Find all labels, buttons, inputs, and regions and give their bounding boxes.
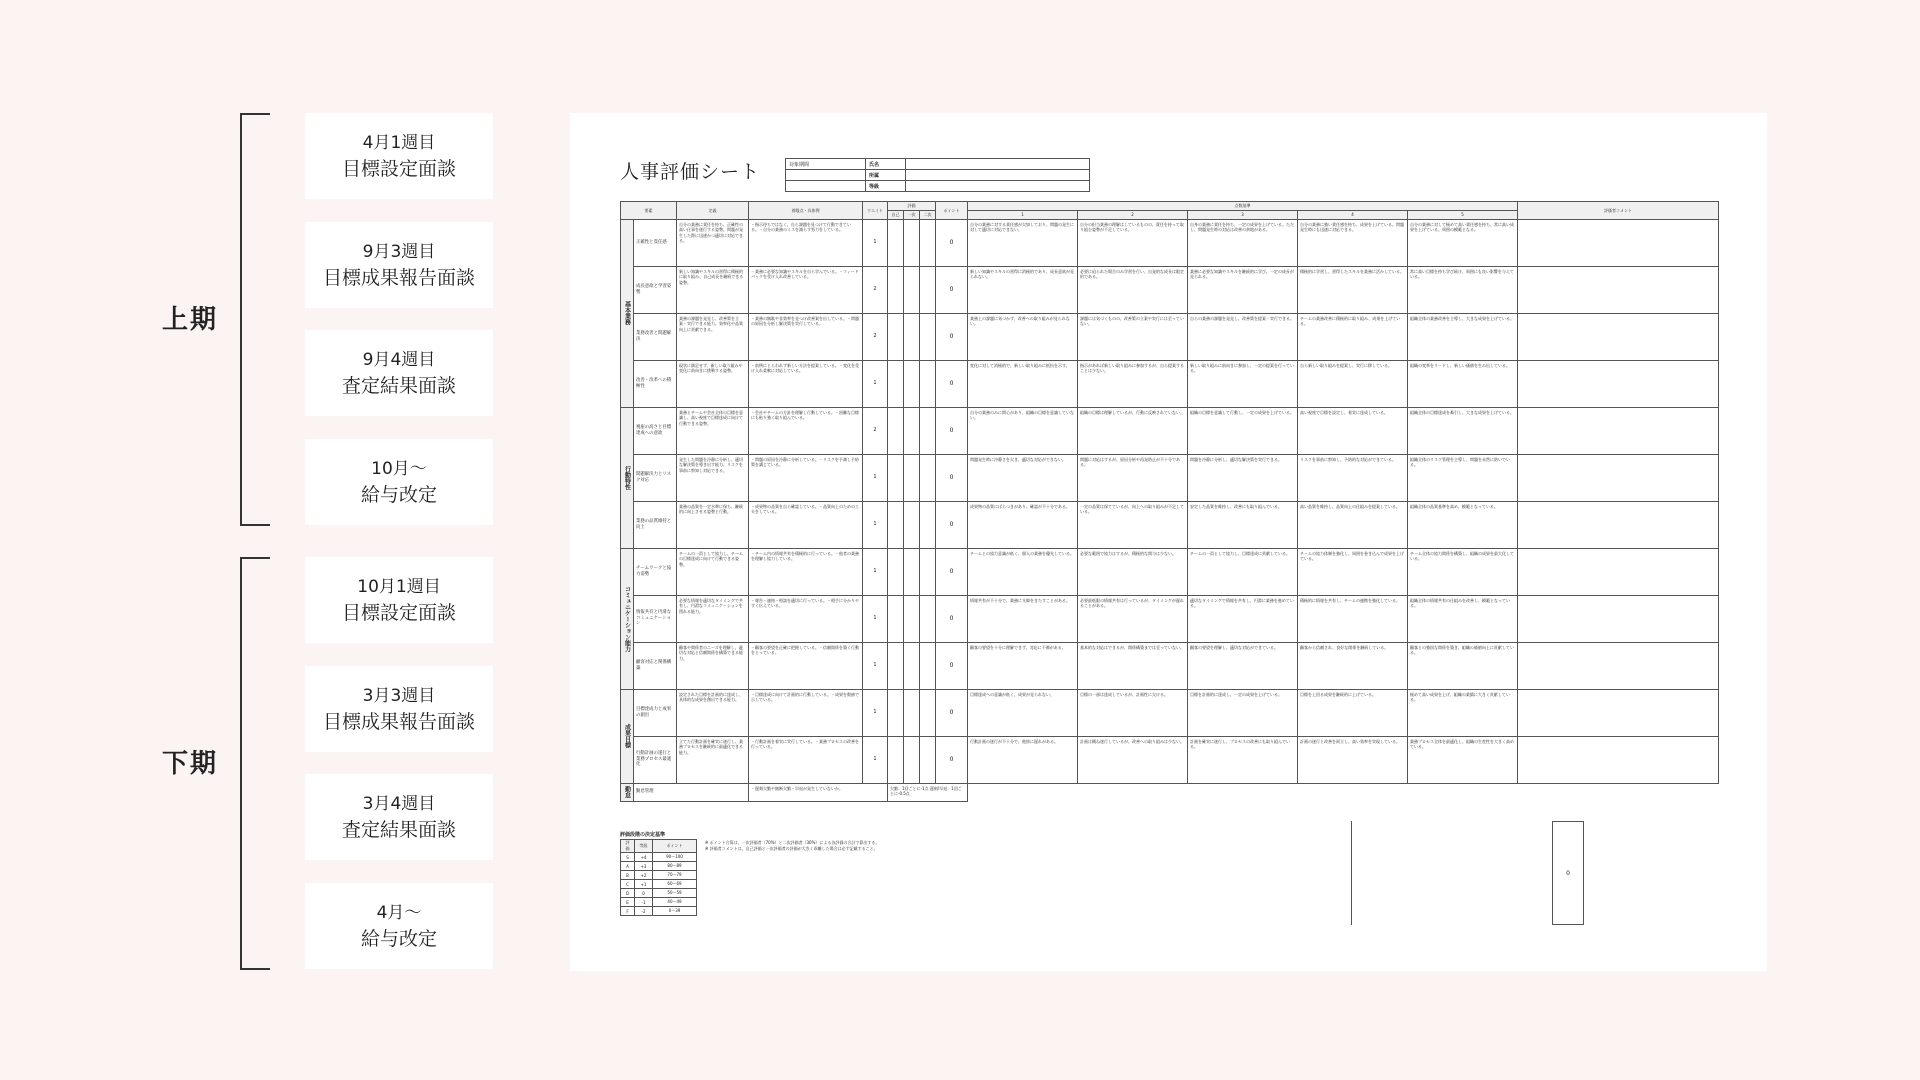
- primary-rating-input[interactable]: [904, 689, 920, 736]
- scale-title: 評価段階の決定基準: [620, 832, 666, 838]
- item-name: 情報共有と円滑なコミュニケーション: [634, 595, 677, 642]
- criteria-c2: 計画は概ね遂行しているが、改善への取り組みは少ない。: [1078, 736, 1188, 783]
- header-item: 要素: [621, 202, 677, 220]
- item-viewpoint: ・会社やチームの方針を理解し行動している。・困難な目標にも粘り強く取り組んでいる。: [749, 407, 863, 454]
- criteria-c1: 新しい知識やスキルの習得に消極的であり、成長意欲が見られない。: [968, 266, 1078, 313]
- header-criteria-3: 3: [1188, 211, 1298, 220]
- scale-cell: +1: [635, 880, 653, 889]
- criteria-c3: 自らの業務の課題を発見し、改善策を提案・実行できる。: [1188, 313, 1298, 360]
- header-definition: 定義: [677, 202, 749, 220]
- item-viewpoint: ・チーム内の情報共有を積極的に行っている。・他者の業務を理解し協力している。: [749, 548, 863, 595]
- scale-cell: +3: [635, 862, 653, 871]
- timeline-card-when: 3月4週目: [362, 794, 436, 814]
- item-point: 0: [936, 689, 968, 736]
- scale-cell: +2: [635, 871, 653, 880]
- item-weight: 1: [863, 360, 888, 407]
- scale-cell: -1: [635, 898, 653, 907]
- item-weight: 1: [863, 548, 888, 595]
- evaluation-row: [621, 501, 1719, 548]
- timeline-card-when: 4月〜: [376, 903, 422, 923]
- primary-rating-input[interactable]: [904, 642, 920, 689]
- self-rating-input[interactable]: [888, 219, 904, 266]
- comment-input[interactable]: [1518, 595, 1719, 642]
- header-self: 自己: [888, 211, 904, 220]
- primary-rating-input[interactable]: [904, 548, 920, 595]
- timeline-card-when: 9月4週目: [362, 350, 436, 370]
- item-weight: 2: [863, 407, 888, 454]
- secondary-rating-input[interactable]: [920, 736, 936, 783]
- item-name: 改善・改革への積極性: [634, 360, 677, 407]
- item-viewpoint: ・業務に必要な知識やスキルを自ら学んでいる。・フィードバックを受け入れ改善している。: [749, 266, 863, 313]
- criteria-c4: 自ら新しい取り組みを提案し、実行に移している。: [1298, 360, 1408, 407]
- note-line: ※ ポイント合算は、一次評価者（70%）と二次評価者（30%）による各評価の合計で算出する。: [705, 840, 880, 845]
- primary-rating-input[interactable]: [904, 313, 920, 360]
- comment-input[interactable]: [1518, 501, 1719, 548]
- criteria-c1: 問題発生時に冷静さを欠き、適切な対応ができない。: [968, 454, 1078, 501]
- self-rating-input[interactable]: [888, 360, 904, 407]
- item-viewpoint: ・前例にとらわれず新しい方法を提案している。・変化を受け入れ柔軟に対応している。: [749, 360, 863, 407]
- item-definition: 業務の課題を発見し、改善策を立案・実行できる能力。効率化や品質向上に貢献できる。: [677, 313, 749, 360]
- criteria-c2: 必要最低限の情報共有は行っているが、タイミングが遅れることがある。: [1078, 595, 1188, 642]
- comment-input[interactable]: [1518, 642, 1719, 689]
- item-viewpoint: ・報告・連絡・相談を適切に行っている。・相手に分かりやすく伝えている。: [749, 595, 863, 642]
- secondary-rating-input[interactable]: [920, 360, 936, 407]
- primary-rating-input[interactable]: [904, 407, 920, 454]
- total-point: 0: [1552, 821, 1584, 925]
- header-weight: ウエイト: [863, 202, 888, 220]
- attendance-item: 勤怠管理: [634, 783, 749, 801]
- scale-header: 等級: [635, 840, 653, 853]
- timeline-card: [305, 330, 493, 416]
- criteria-c5: 組織全体の業務改善を主導し、大きな成果を上げている。: [1408, 313, 1518, 360]
- scale-cell: 60〜69: [653, 880, 697, 889]
- item-point: 0: [936, 454, 968, 501]
- criteria-c3: 計画を確実に遂行し、プロセスの改善にも取り組んでいる。: [1188, 736, 1298, 783]
- period-field-2[interactable]: [786, 181, 866, 192]
- timeline-card-when: 9月3週目: [362, 242, 436, 262]
- criteria-c5: 極めて高い成果を上げ、組織の業績に大きく貢献している。: [1408, 689, 1518, 736]
- criteria-c2: 基本的な対応はできるが、関係構築までは至っていない。: [1078, 642, 1188, 689]
- item-definition: 設定された目標を計画的に達成し、具体的な成果を創出できる能力。: [677, 689, 749, 736]
- timeline-card-what: 目標設定面談: [341, 158, 456, 180]
- evaluation-row: [621, 454, 1719, 501]
- category-label: コミュニケーション能力: [621, 548, 634, 689]
- criteria-c2: 必要に迫られた場合のみ学習を行い、自発的な成長は限定的である。: [1078, 266, 1188, 313]
- criteria-c1: 行動計画の遂行が不十分で、進捗に遅れがある。: [968, 736, 1078, 783]
- item-definition: 現状に満足せず、新しい取り組みや変化に前向きに挑戦する姿勢。: [677, 360, 749, 407]
- evaluation-row: [621, 736, 1719, 783]
- criteria-c3: チームの一員として協力し、目標達成に貢献している。: [1188, 548, 1298, 595]
- total-divider: [1351, 821, 1552, 925]
- lower-period-label: 下期: [161, 749, 218, 779]
- evaluation-row: [621, 313, 1719, 360]
- criteria-c1: 成果物の品質にばらつきがあり、確認が不十分である。: [968, 501, 1078, 548]
- item-weight: 1: [863, 501, 888, 548]
- comment-input[interactable]: [1518, 689, 1719, 736]
- item-name: チームワークと協力姿勢: [634, 548, 677, 595]
- secondary-rating-input[interactable]: [920, 454, 936, 501]
- item-name: 顧客対応と関係構築: [634, 642, 677, 689]
- criteria-c1: 自分の業務のみに関心があり、組織の目標を意識していない。: [968, 407, 1078, 454]
- scale-cell: 0〜39: [653, 907, 697, 916]
- item-name: 成長意欲と学習姿勢: [634, 266, 677, 313]
- header-criteria-2: 2: [1078, 211, 1188, 220]
- secondary-rating-input[interactable]: [920, 266, 936, 313]
- comment-input[interactable]: [1518, 360, 1719, 407]
- self-rating-input[interactable]: [888, 548, 904, 595]
- item-point: 0: [936, 407, 968, 454]
- upper-period-bracket: [240, 113, 270, 526]
- criteria-c5: 組織全体の情報共有の仕組みを改善し、模範となっている。: [1408, 595, 1518, 642]
- evaluation-table: [620, 201, 1719, 802]
- criteria-c2: 目標の一部は達成しているが、計画性に欠ける。: [1078, 689, 1188, 736]
- scale-cell: A: [621, 862, 635, 871]
- item-viewpoint: ・顧客の要望を正確に把握している。・信頼関係を築く行動をとっている。: [749, 642, 863, 689]
- note-line: ※ 評価者コメントは、自己評価と一次評価者の評価が大きく乖離した場合は必ず記載すること。: [705, 846, 878, 851]
- scale-header: ポイント: [653, 840, 697, 853]
- item-weight: 1: [863, 736, 888, 783]
- secondary-rating-input[interactable]: [920, 219, 936, 266]
- criteria-c4: 自分の業務に強い責任感を持ち、成果を上げている。問題発生時にも迅速に対応できる。: [1298, 219, 1408, 266]
- upper-period-label: 上期: [161, 305, 218, 335]
- timeline-card-what: 給与改定: [360, 928, 437, 950]
- timeline-card-what: 目標成果報告面談: [322, 267, 475, 289]
- primary-rating-input[interactable]: [904, 454, 920, 501]
- scale-cell: S: [621, 853, 635, 862]
- scale-header: 評価: [621, 840, 635, 853]
- timeline-card-what: 査定結果面談: [341, 819, 456, 841]
- self-rating-input[interactable]: [888, 642, 904, 689]
- item-weight: 1: [863, 454, 888, 501]
- item-viewpoint: ・問題の原因を冷静に分析している。・リスクを予測し予防策を講じている。: [749, 454, 863, 501]
- criteria-c5: チーム全体の協力関係を構築し、組織の成果を最大化している。: [1408, 548, 1518, 595]
- header-primary: 一次: [904, 211, 920, 220]
- timeline-card: [305, 666, 493, 752]
- criteria-c3: 業務に必要な知識やスキルを継続的に学び、一定の成長が見られる。: [1188, 266, 1298, 313]
- scale-cell: C: [621, 880, 635, 889]
- criteria-c4: 顧客から信頼され、良好な関係を継続している。: [1298, 642, 1408, 689]
- timeline-card-what: 給与改定: [360, 484, 437, 506]
- criteria-c3: 問題を冷静に分析し、適切な解決策を実行できる。: [1188, 454, 1298, 501]
- item-definition: 業務の品質を一定水準に保ち、継続的に向上させる姿勢と行動。: [677, 501, 749, 548]
- category-label: 行動特性: [621, 407, 634, 548]
- criteria-c3: 新しい取り組みに前向きに参加し、一定の提案を行っている。: [1188, 360, 1298, 407]
- criteria-c5: 組織全体のリスク管理を主導し、問題を未然に防いでいる。: [1408, 454, 1518, 501]
- header-point: ポイント: [936, 202, 968, 220]
- category-label: 成果目標: [621, 689, 634, 783]
- criteria-c5: 自分の業務に対して極めて高い責任感を持ち、常に高い成果を上げている。周囲の模範となる。: [1408, 219, 1518, 266]
- criteria-c4: 高い視座で目標を設定し、着実に達成している。: [1298, 407, 1408, 454]
- evaluation-row: [621, 219, 1719, 266]
- primary-rating-input[interactable]: [904, 501, 920, 548]
- criteria-c2: 組織の目標は理解しているが、行動に反映されていない。: [1078, 407, 1188, 454]
- header-criteria-4: 4: [1298, 211, 1408, 220]
- evaluation-row: [621, 595, 1719, 642]
- criteria-c2: 問題に対応はするが、原因分析や再発防止が不十分である。: [1078, 454, 1188, 501]
- criteria-c3: 適切なタイミングで情報を共有し、円滑に業務を進めている。: [1188, 595, 1298, 642]
- item-point: 0: [936, 313, 968, 360]
- item-point: 0: [936, 595, 968, 642]
- criteria-c1: 目標達成への意識が低く、成果が見られない。: [968, 689, 1078, 736]
- self-rating-input[interactable]: [888, 313, 904, 360]
- dept-field[interactable]: [906, 170, 1090, 181]
- timeline-card: [305, 222, 493, 308]
- criteria-c4: 積極的に学習し、習得したスキルを業務に活かしている。: [1298, 266, 1408, 313]
- timeline-card-when: 10月1週目: [357, 577, 441, 597]
- period-label: 対象期間: [786, 159, 866, 170]
- item-point: 0: [936, 219, 968, 266]
- item-name: 正確性と責任感: [634, 219, 677, 266]
- secondary-rating-input[interactable]: [920, 407, 936, 454]
- sheet-title: 人事評価シート: [620, 161, 761, 183]
- scale-cell: 50〜59: [653, 889, 697, 898]
- item-viewpoint: ・成果物の品質を自ら確認している。・品質向上のための工夫をしている。: [749, 501, 863, 548]
- item-weight: 1: [863, 689, 888, 736]
- item-definition: 顧客や関係者のニーズを理解し、適切な対応と信頼関係を構築できる能力。: [677, 642, 749, 689]
- item-weight: 1: [863, 642, 888, 689]
- item-weight: 2: [863, 313, 888, 360]
- criteria-c3: 顧客の要望を理解し、適切な対応ができている。: [1188, 642, 1298, 689]
- timeline-card-what: 目標設定面談: [341, 602, 456, 624]
- item-viewpoint: ・行動計画を着実に実行している。・業務プロセスの改善を行っている。: [749, 736, 863, 783]
- item-definition: 新しい知識やスキルの習得に積極的に取り組み、自己成長を継続できる姿勢。: [677, 266, 749, 313]
- primary-rating-input[interactable]: [904, 219, 920, 266]
- criteria-c1: チームとの協力意識が低く、個人の業務を優先している。: [968, 548, 1078, 595]
- item-point: 0: [936, 736, 968, 783]
- self-rating-input[interactable]: [888, 595, 904, 642]
- criteria-c1: 業務上の課題に気づかず、改善への取り組みが見られない。: [968, 313, 1078, 360]
- criteria-c2: 自分の担当業務の理解はしているものの、責任を持って取り組む姿勢が不足している。: [1078, 219, 1188, 266]
- header-criteria-5: 5: [1408, 211, 1518, 220]
- timeline-card-what: 目標成果報告面談: [322, 711, 475, 733]
- item-name: 目標達成力と成果の創出: [634, 689, 677, 736]
- item-weight: 1: [863, 595, 888, 642]
- criteria-c5: 組織全体の目標達成を牽引し、大きな成果を上げている。: [1408, 407, 1518, 454]
- item-name: 問題解決力とリスク対応: [634, 454, 677, 501]
- item-name: 業務改善と問題解決: [634, 313, 677, 360]
- item-definition: 自分の業務に責任を持ち、正確性の高い仕事を遂行する姿勢。問題が発生した際に迅速かつ適切に対応できる。: [677, 219, 749, 266]
- item-definition: 業務とチームや会社全体の目標を意識し、高い視座で目標達成に向けて行動できる姿勢。: [677, 407, 749, 454]
- criteria-c5: 業務プロセス全体を最適化し、組織の生産性を大きく高めている。: [1408, 736, 1518, 783]
- comment-input[interactable]: [1518, 454, 1719, 501]
- item-definition: 必要な情報を適切なタイミングで共有し、円滑なコミュニケーションを図れる能力。: [677, 595, 749, 642]
- scale-cell: 70〜79: [653, 871, 697, 880]
- evaluation-row: [621, 548, 1719, 595]
- timeline-card-when: 10月〜: [371, 459, 427, 479]
- criteria-c4: 高い品質を維持し、品質向上の仕組みを提案している。: [1298, 501, 1408, 548]
- scale-table: [620, 839, 697, 916]
- self-rating-input[interactable]: [888, 689, 904, 736]
- header-secondary: 二次: [920, 211, 936, 220]
- evaluation-row: [621, 407, 1719, 454]
- criteria-c2: 一定の品質は保てているが、向上への取り組みが不足している。: [1078, 501, 1188, 548]
- criteria-c3: 自身の業務に責任を持ち、一定の成果を上げている。ただし、問題発生時の対応は改善の余地がある。: [1188, 219, 1298, 266]
- comment-input[interactable]: [1518, 407, 1719, 454]
- grade-field[interactable]: [906, 181, 1090, 192]
- item-viewpoint: ・目標達成に向けて計画的に行動している。・成果を数値で示している。: [749, 689, 863, 736]
- secondary-rating-input[interactable]: [920, 501, 936, 548]
- criteria-c3: 目標を計画的に達成し、一定の成果を上げている。: [1188, 689, 1298, 736]
- criteria-c3: 組織の目標を意識して行動し、一定の成果を上げている。: [1188, 407, 1298, 454]
- scale-cell: 0: [635, 889, 653, 898]
- item-viewpoint: ・業務の無駄や非効率を見つけ改善案を出している。・問題の原因を分析し解決策を実行している。: [749, 313, 863, 360]
- primary-rating-input[interactable]: [904, 736, 920, 783]
- criteria-c2: 必要な範囲で協力はするが、積極的な関与は少ない。: [1078, 548, 1188, 595]
- criteria-c4: チームの業務改善に積極的に取り組み、成果を上げている。: [1298, 313, 1408, 360]
- item-weight: 2: [863, 266, 888, 313]
- criteria-c1: 顧客の要望を十分に理解できず、対応に不備がある。: [968, 642, 1078, 689]
- criteria-c1: 情報共有が不十分で、業務に支障をきたすことがある。: [968, 595, 1078, 642]
- evaluation-row: [621, 689, 1719, 736]
- criteria-c2: 課題には気づくものの、改善策の立案や実行には至っていない。: [1078, 313, 1188, 360]
- attendance-viewpoint: ・遅刻欠勤や無断欠勤・早退が発生していないか。: [749, 783, 888, 801]
- criteria-c5: 組織の変革をリードし、新しい価値を生み出している。: [1408, 360, 1518, 407]
- item-point: 0: [936, 266, 968, 313]
- item-point: 0: [936, 642, 968, 689]
- scale-cell: D: [621, 889, 635, 898]
- item-definition: 立てた行動計画を確実に遂行し、業務プロセスを継続的に最適化できる能力。: [677, 736, 749, 783]
- timeline-card: [305, 439, 493, 525]
- evaluation-row: [621, 360, 1719, 407]
- timeline-card: [305, 774, 493, 860]
- header-viewpoint: 着眼点・具体例: [749, 202, 863, 220]
- secondary-rating-input[interactable]: [920, 313, 936, 360]
- category-attendance: 勤怠: [621, 783, 634, 801]
- name-label: 氏名: [866, 159, 906, 170]
- attendance-rule: 欠勤：1回ごとに-1点 遅刻/早退：1回ごとに-0.5点: [888, 783, 968, 801]
- criteria-c2: 指示があれば新しい取り組みに参加するが、自ら提案することは少ない。: [1078, 360, 1188, 407]
- scale-cell: -2: [635, 907, 653, 916]
- item-name: 行動計画の遂行と業務プロセス最適化: [634, 736, 677, 783]
- item-name: 視座の高さと目標達成への意欲: [634, 407, 677, 454]
- scale-cell: 90〜100: [653, 853, 697, 862]
- self-rating-input[interactable]: [888, 736, 904, 783]
- secondary-rating-input[interactable]: [920, 548, 936, 595]
- item-viewpoint: ・指示待ちではなく、自ら課題を見つけて行動できている。・自分の業務のミスを減らす努力をしている。: [749, 219, 863, 266]
- scale-cell: +4: [635, 853, 653, 862]
- evaluation-row: [621, 266, 1719, 313]
- timeline-card-what: 査定結果面談: [341, 375, 456, 397]
- criteria-c4: 目標を上回る成果を継続的に上げている。: [1298, 689, 1408, 736]
- criteria-c4: リスクを事前に察知し、予防的な対応ができている。: [1298, 454, 1408, 501]
- item-point: 0: [936, 360, 968, 407]
- timeline-card: [305, 883, 493, 969]
- criteria-c5: 組織全体の品質基準を高め、模範となっている。: [1408, 501, 1518, 548]
- timeline-card: [305, 113, 493, 199]
- evaluation-sheet: [570, 113, 1767, 971]
- criteria-c5: 常に高い目標を持ち学び続け、周囲にも良い影響を与えている。: [1408, 266, 1518, 313]
- secondary-rating-input[interactable]: [920, 689, 936, 736]
- criteria-c1: 変化に対して消極的で、新しい取り組みに抵抗を示す。: [968, 360, 1078, 407]
- comment-input[interactable]: [1518, 266, 1719, 313]
- timeline-card: [305, 557, 493, 643]
- criteria-c5: 顧客との強固な関係を築き、組織の価値向上に貢献している。: [1408, 642, 1518, 689]
- scale-cell: 80〜89: [653, 862, 697, 871]
- header-comment: 評価者コメント: [1518, 202, 1719, 220]
- info-table: [785, 158, 1090, 192]
- item-definition: 発生した問題を冷静に分析し、適切な解決策を導き出す能力。リスクを事前に察知し対応できる。: [677, 454, 749, 501]
- scale-cell: E: [621, 898, 635, 907]
- evaluation-row: [621, 642, 1719, 689]
- name-field[interactable]: [906, 159, 1090, 170]
- criteria-c1: 自分の業務に対する責任感が欠如しており、問題の発生に対して適切に対応できない。: [968, 219, 1078, 266]
- criteria-c3: 安定した品質を維持し、改善にも取り組んでいる。: [1188, 501, 1298, 548]
- grade-label: 等級: [866, 181, 906, 192]
- item-name: 業務の品質維持と向上: [634, 501, 677, 548]
- header-criteria-1: 1: [968, 211, 1078, 220]
- criteria-c4: 積極的に情報を共有し、チームの連携を強化している。: [1298, 595, 1408, 642]
- comment-input[interactable]: [1518, 548, 1719, 595]
- timeline-card-when: 3月3週目: [362, 686, 436, 706]
- scale-cell: F: [621, 907, 635, 916]
- self-rating-input[interactable]: [888, 454, 904, 501]
- period-field[interactable]: [786, 170, 866, 181]
- criteria-c4: チームの協力体制を強化し、周囲を巻き込んで成果を上げている。: [1298, 548, 1408, 595]
- self-rating-input[interactable]: [888, 266, 904, 313]
- comment-input[interactable]: [1518, 219, 1719, 266]
- scale-cell: 40〜49: [653, 898, 697, 907]
- timeline-card-when: 4月1週目: [362, 133, 436, 153]
- category-label: 基本業務: [621, 219, 634, 407]
- item-point: 0: [936, 501, 968, 548]
- primary-rating-input[interactable]: [904, 266, 920, 313]
- criteria-c4: 計画の遂行と改善を両立し、高い効率を実現している。: [1298, 736, 1408, 783]
- secondary-rating-input[interactable]: [920, 642, 936, 689]
- self-rating-input[interactable]: [888, 501, 904, 548]
- notes: [705, 840, 879, 852]
- lower-period-bracket: [240, 557, 270, 970]
- item-definition: チームの一員として協力し、チームの目標達成に向けて行動できる姿勢。: [677, 548, 749, 595]
- comment-input[interactable]: [1518, 736, 1719, 783]
- header-criteria: 点数基準: [968, 202, 1518, 211]
- comment-input[interactable]: [1518, 313, 1719, 360]
- primary-rating-input[interactable]: [904, 595, 920, 642]
- self-rating-input[interactable]: [888, 407, 904, 454]
- header-rating: 評価: [888, 202, 936, 211]
- item-point: 0: [936, 548, 968, 595]
- primary-rating-input[interactable]: [904, 360, 920, 407]
- item-weight: 1: [863, 219, 888, 266]
- secondary-rating-input[interactable]: [920, 595, 936, 642]
- dept-label: 所属: [866, 170, 906, 181]
- scale-cell: B: [621, 871, 635, 880]
